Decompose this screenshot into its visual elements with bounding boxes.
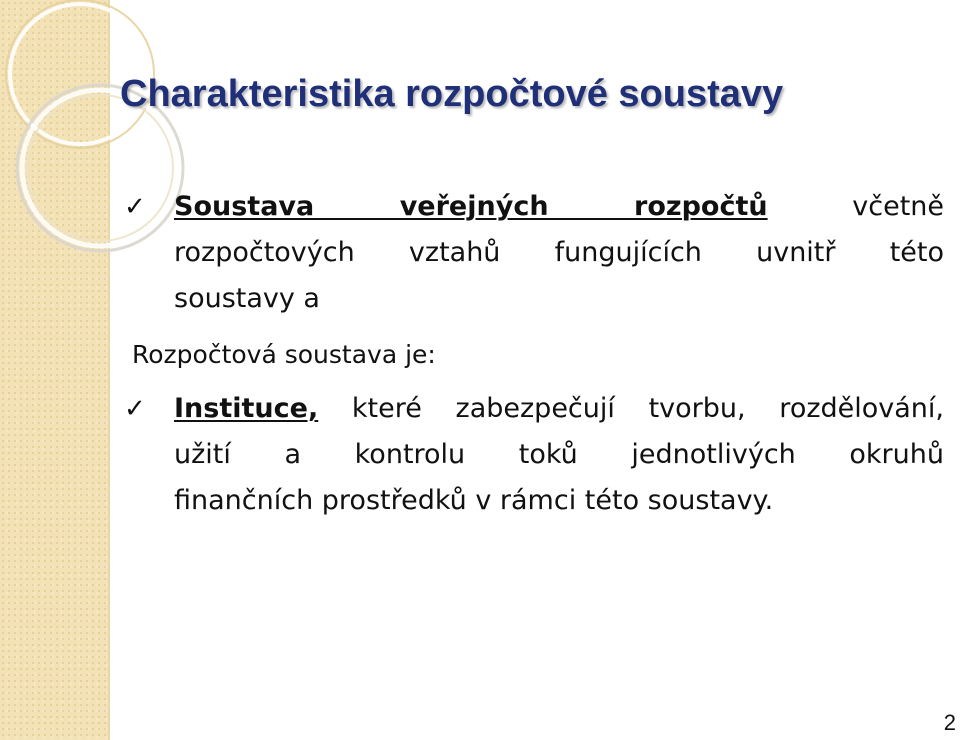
decorative-circles bbox=[0, 0, 200, 260]
bullet-2-line-1 bbox=[174, 386, 944, 432]
bullet-1-line-3: soustavy a bbox=[174, 283, 320, 314]
bullet-2-term: Instituce, bbox=[174, 393, 319, 424]
slide-title: Charakteristika rozpočtové soustavy bbox=[120, 73, 784, 115]
bullet-2-line-1-rest: které zabezpečují tvorbu, rozdělování, bbox=[318, 393, 944, 424]
bullet-paragraph-1 bbox=[174, 184, 944, 322]
page-number: 2 bbox=[943, 710, 956, 735]
bullet-1-line-2: rozpočtových vztahů fungujících uvnitř této bbox=[174, 237, 944, 268]
bullet-2-line-3: finančních prostředků v rámci této soustavy. bbox=[174, 485, 774, 516]
intro-text: Rozpočtová soustava je: bbox=[132, 340, 436, 369]
bullet-1-term: Soustava veřejných rozpočtů bbox=[174, 191, 768, 222]
bullet-1-line-1 bbox=[174, 184, 944, 230]
bullet-2-line-2: užití a kontrolu toků jednotlivých okruhů bbox=[174, 439, 944, 470]
check-icon: ✓ bbox=[124, 192, 146, 222]
bullet-paragraph-2 bbox=[174, 386, 944, 524]
check-icon: ✓ bbox=[124, 394, 146, 424]
bullet-1-line-1-rest: včetně bbox=[767, 191, 945, 222]
